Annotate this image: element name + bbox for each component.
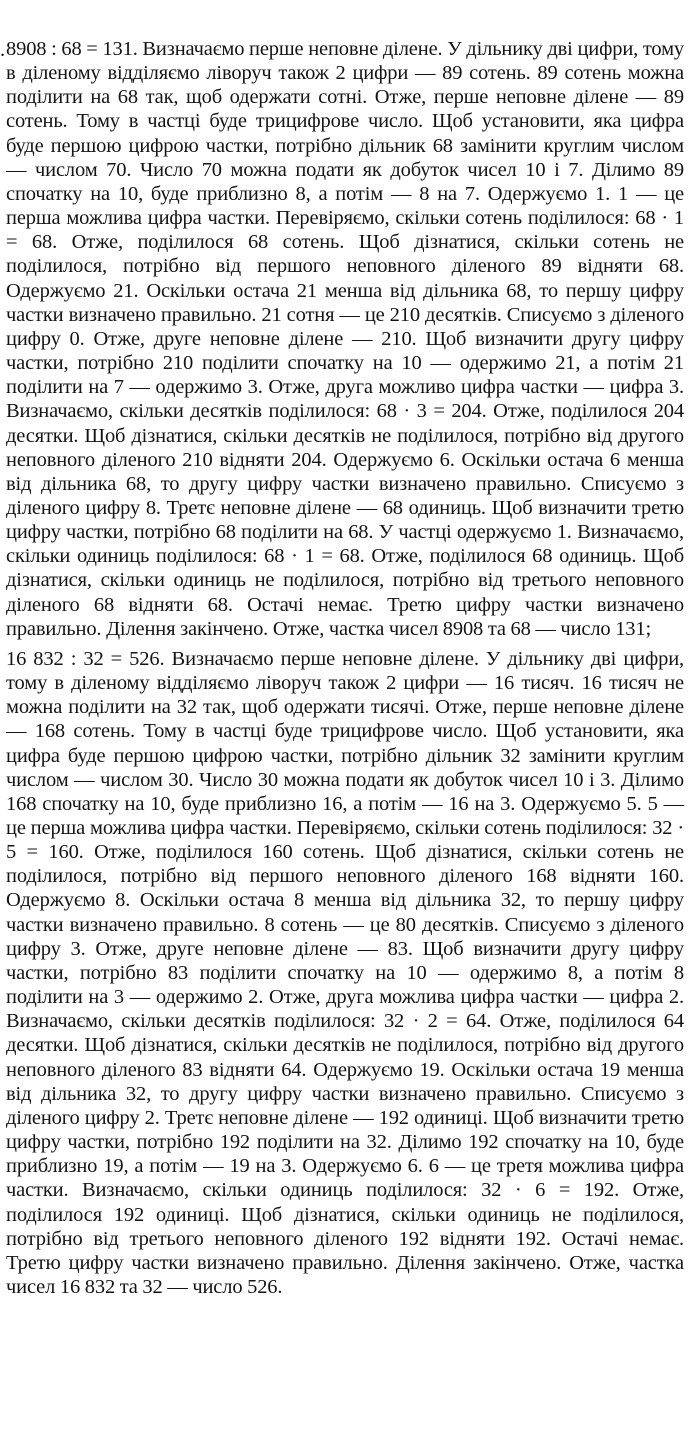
item-bullet: . (0, 39, 6, 61)
solution-paragraph-16832-div-32: 16 832 : 32 = 526. Визначаємо перше неповне ділене. У дільнику дві цифри, тому в діленому відділяємо ліворуч також 2 цифри — 16 тисяч. 16 тисяч не можна поділити на 32 так, щоб одержати тисячі. Отже, перше неповне ділене — 168 сотень. Тому в частці буде трицифрове число. Щоб установити, яка цифра буде першою цифрою частки, потрібно дільник 32 замінити круглим числом — числом 30. Число 30 можна подати як добуток чисел 10 і 3. Ділимо 168 спочатку на 10, буде приблизно 16, а потім — 16 на 3. Одержуємо 5. 5 — це перша можлива цифра частки. Перевіряємо, скільки сотень поділилося: 32 · 5 = 160. Отже, поділилося 160 сотень. Щоб дізнатися, скільки сотень не поділилося, потрібно від першого неповного діленого 168 відняти 160. Одержуємо 8. Оскільки остача 8 менша від дільника 32, то першу цифру частки визначено правильно. 8 сотень — це 80 десятків. Списуємо з діленого цифру 3. Отже, друге неповне ділене — 83. Щоб визначити другу цифру частки, потрібно 83 поділити спочатку на 10 — одержимо 8, а потім 8 поділити на 3 — одержимо 2. Отже, друга можлива цифра частки — цифра 2. Визначаємо, скільки десятків поділилося: 32 · 2 = 64. Отже, поділилося 64 десятки. Щоб дізнатися, скільки десятків не поділилося, потрібно від другого неповного діленого 83 відняти 64. Одержуємо 19. Оскільки остача 19 менша від дільника 32, то другу цифру частки визначено правильно. Списуємо з діленого цифру 2. Третє неповне ділене — 192 одиниці. Щоб визначити третю цифру частки, потрібно 192 поділити на 32. Ділимо 192 спочатку на 10, буде приблизно 19, а потім — 19 на 3. Одержуємо 6. 6 — це третя можлива цифра частки. Визначаємо, скільки одиниць поділилося: 32 · 6 = 192. Отже, поділилося 192 одиниці. Щоб дізнатися, скільки одиниць не поділилося, потрібно від третього неповного діленого 192 відняти 192. Остачі немає. Третю цифру частки визначено правильно. Ділення закінчено. Отже, частка чисел 16 832 та 32 — число 526. (6, 647, 684, 1298)
solution-paragraph-8908-div-68: 8908 : 68 = 131. Визначаємо перше неповне ділене. У дільнику дві цифри, тому в діленому відділяємо ліворуч також 2 цифри — 89 сотень. 89 сотень можна поділити на 68 так, щоб одержати сотні. Отже, перше неповне ділене — 89 сотень. Тому в частці буде трицифрове число. Щоб установити, яка цифра буде першою цифрою частки, потрібно дільник 68 замінити круглим числом — числом 70. Число 70 можна подати як добуток чисел 10 і 7. Ділимо 89 спочатку на 10, буде приблизно 8, а потім — 8 на 7. Одержуємо 1. 1 — це перша можлива цифра частки. Перевіряємо, скільки сотень поділилося: 68 · 1 = 68. Отже, поділилося 68 сотень. Щоб дізнатися, скільки сотень не поділилося, потрібно від першого неповного діленого 89 відняти 68. Одержуємо 21. Оскільки остача 21 менша від дільника 68, то першу цифру частки визначено правильно. 21 сотня — це 210 десятків. Списуємо з діленого цифру 0. Отже, друге неповне ділене — 210. Щоб визначити другу цифру частки, потрібно 210 поділити спочатку на 10 — одержимо 21, а потім 21 поділити на 7 — одержимо 3. Отже, друга можливо цифра частки — цифра 3. Визначаємо, скільки десятків поділилося: 68 · 3 = 204. Отже, поділилося 204 десятки. Щоб дізнатися, скільки десятків не поділилося, потрібно від другого неповного діленого 210 відняти 204. Одержуємо 6. Оскільки остача 6 менша від дільника 68, то другу цифру частки визначено правильно. Списуємо з діленого цифру 8. Третє неповне ділене — 68 одиниць. Щоб визначити третю цифру частки, потрібно 68 поділити на 68. У частці одержуємо 1. Визначаємо, скільки одиниць поділилося: 68 · 1 = 68. Отже, поділилося 68 одиниць. Щоб дізнатися, скільки одиниць не поділилося, потрібно від третього неповного діленого 68 відняти 68. Остачі немає. Третю цифру частки визначено правильно. Ділення закінчено. Отже, частка чисел 8908 та 68 — число 131; (6, 38, 684, 640)
